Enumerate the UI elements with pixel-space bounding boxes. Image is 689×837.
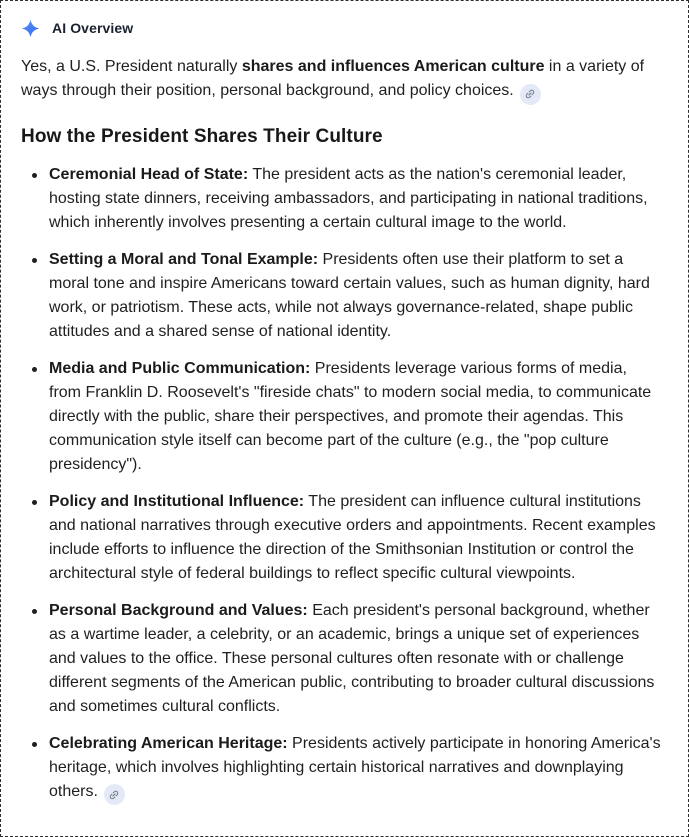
list-item [21, 599, 662, 719]
intro-paragraph [21, 55, 662, 105]
list-item [21, 248, 662, 344]
bullet-text: Each president's personal background, whether as a wartime leader, a celebrity, or an academic, brings a unique set of experiences and values to the office. These personal cultures often resonate with or challenge different segments of the American public, contributing to broader cultural discussions and sometimes cultural conflicts. [49, 601, 655, 715]
bullet-text: Presidents actively participate in honoring America's heritage, which involves highlighting certain historical narratives and downplaying others. [49, 734, 661, 800]
intro-text-after: in a variety of ways through their position, personal background, and policy choices. [21, 58, 645, 99]
bullet-title: Media and Public Communication: [49, 359, 311, 377]
citation-link-button[interactable] [520, 84, 541, 105]
section-heading: How the President Shares Their Culture [21, 125, 383, 147]
bullet-title: Celebrating American Heritage: [49, 734, 288, 752]
bullet-text: Presidents often use their platform to set a moral tone and inspire Americans toward certain values, such as human dignity, hard work, or patriotism. These acts, while not always governance-related, shape public attitudes and a shared sense of national identity. [49, 250, 650, 340]
ai-overview-label: AI Overview [52, 20, 134, 36]
citation-link-button[interactable] [104, 784, 125, 805]
list-item [21, 163, 662, 235]
link-icon [522, 86, 539, 103]
bullet-text: Presidents leverage various forms of media, from Franklin D. Roosevelt's "fireside chats" to modern social media, to communicate directly with the public, share their perspectives, and promote their agendas. This communication style itself can become part of the culture (e.g., the "pop culture presidency"). [49, 359, 652, 473]
sparkle-icon [21, 19, 40, 38]
list-item [21, 732, 662, 806]
bullet-text: The president acts as the nation's ceremonial leader, hosting state dinners, receiving ambassadors, and participating in national traditions, which inherently involves presenting a certain cultural image to the world. [49, 165, 648, 231]
bullet-text: The president can influence cultural institutions and national narratives through executive orders and appointments. Recent examples include efforts to influence the direction of the Smithsonian Institution or control the architectural style of federal buildings to reflect specific cultural viewpoints. [49, 492, 656, 582]
list-item [21, 357, 662, 477]
ai-overview-header [21, 17, 662, 39]
intro-text-before: Yes, a U.S. President naturally [21, 58, 242, 75]
bullet-title: Setting a Moral and Tonal Example: [49, 250, 319, 268]
link-icon [106, 786, 123, 803]
bullet-title: Ceremonial Head of State: [49, 165, 249, 183]
bullet-list [21, 163, 662, 806]
bullet-title: Personal Background and Values: [49, 601, 308, 619]
intro-bold-text: shares and influences American culture [241, 58, 545, 75]
bullet-title: Policy and Institutional Influence: [49, 492, 305, 510]
list-item [21, 490, 662, 586]
